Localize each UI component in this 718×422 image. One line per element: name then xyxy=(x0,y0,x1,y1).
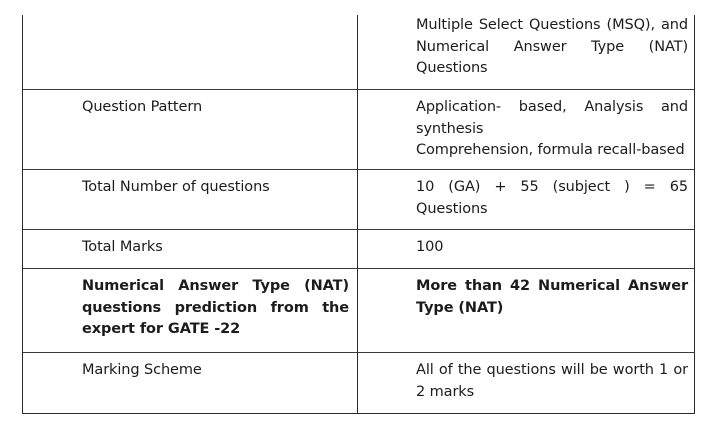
row-value-cell xyxy=(358,15,694,89)
value-line: Application- based, Analysis and xyxy=(416,99,688,115)
row-value-cell xyxy=(358,90,694,169)
value-line: More than 42 Numerical Answer xyxy=(416,278,688,294)
value-line: 2 marks xyxy=(416,383,475,400)
row-value-cell xyxy=(358,230,694,268)
value-line: Questions xyxy=(416,200,488,217)
value-line: synthesis xyxy=(416,120,484,137)
row-label: Total Number of questions xyxy=(82,179,270,195)
row-value-cell xyxy=(358,170,694,229)
table-row-question-pattern xyxy=(23,89,694,169)
value-line: Numerical Answer Type (NAT) xyxy=(416,38,688,55)
label-line: questions prediction from the xyxy=(82,299,349,316)
value-line: Multiple Select Questions (MSQ), and xyxy=(416,17,688,33)
table-row-total-questions xyxy=(23,169,694,229)
row-label-cell xyxy=(23,170,358,229)
row-label-cell xyxy=(23,353,358,413)
value-line: Type (NAT) xyxy=(416,299,504,316)
table-row-marking-scheme xyxy=(23,352,694,413)
label-line: expert for GATE -22 xyxy=(82,321,241,337)
row-label-cell xyxy=(23,230,358,268)
exam-pattern-table xyxy=(22,15,695,414)
row-label: Marking Scheme xyxy=(82,362,202,378)
value-line: Comprehension, formula recall-based xyxy=(416,142,685,158)
row-label: Total Marks xyxy=(82,239,163,255)
label-line: Numerical Answer Type (NAT) xyxy=(82,278,349,294)
row-label: Question Pattern xyxy=(82,99,203,115)
row-label-cell xyxy=(23,269,358,352)
table-row-total-marks xyxy=(23,229,694,268)
row-label-cell xyxy=(23,15,358,89)
row-label-cell xyxy=(23,90,358,169)
row-value-cell xyxy=(358,353,694,413)
value-line: 100 xyxy=(416,239,444,255)
value-line: Questions xyxy=(416,60,488,76)
table-row-question-types xyxy=(23,15,694,89)
row-value-cell xyxy=(358,269,694,352)
value-line: 10 (GA) + 55 (subject ) = 65 xyxy=(416,179,688,195)
value-line: All of the questions will be worth 1 or xyxy=(416,362,688,378)
table-row-nat-prediction xyxy=(23,268,694,352)
